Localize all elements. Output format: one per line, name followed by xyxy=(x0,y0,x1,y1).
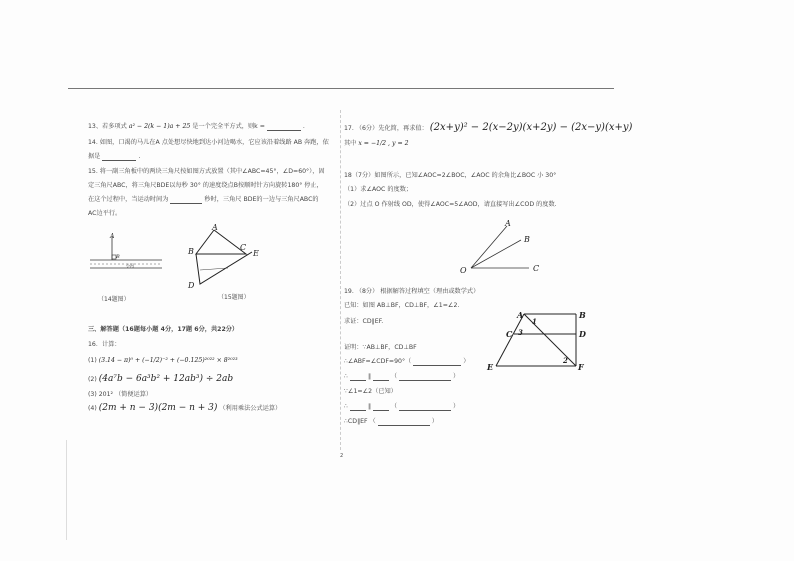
q17-cond-values: x = −1/2 , y = 2 xyxy=(358,140,409,147)
fig18-label-a: A xyxy=(505,219,511,228)
q19-step2-close: ） xyxy=(453,373,460,380)
q16-part-2 xyxy=(88,375,233,384)
q19-head: 19. （8分） 根据解答过程填空（理由或数学式） xyxy=(344,288,480,295)
q15-line3-end: 秒时，三角尺 BDE的一边与三角尺ABC的 xyxy=(204,196,319,203)
q16-4-note: （利用乘法公式运算） xyxy=(219,405,282,412)
q19-step2-parallel: ∥ xyxy=(367,373,371,380)
q18-line1: 18（7分）如图所示，已知∠AOC=2∠BOC，∠AOC 的余角比∠BOC 小 30° xyxy=(344,172,557,179)
fig18-label-c: C xyxy=(533,264,540,273)
figure-19 xyxy=(484,308,594,374)
q16-3-label: (3) xyxy=(88,391,97,398)
q19-step1-text: ∴∠ABF=∠CDF=90°（ xyxy=(344,358,412,365)
q17-condition xyxy=(344,140,409,148)
q18-line2: （1）求∠AOC 的度数； xyxy=(344,186,413,193)
q19-step-5 xyxy=(344,418,438,426)
q19-step4-line1-blank[interactable] xyxy=(350,410,366,411)
fig18-ray-ob xyxy=(471,240,521,268)
fig19-label-f: F xyxy=(578,362,584,372)
q19-step5-reason-blank[interactable] xyxy=(378,425,430,426)
q18-line3: （2）过点 O 作射线 OD，使得∠AOC=5∠AOD，请直接写出∠COD 的度数. xyxy=(344,201,557,208)
q19-step2-therefore: ∴ xyxy=(344,373,348,380)
q14-answer-blank[interactable] xyxy=(102,160,136,161)
q16-part-1 xyxy=(88,357,238,365)
fig15-caption: （15题图） xyxy=(218,294,250,301)
q19-step4-line2-blank[interactable] xyxy=(373,410,389,411)
q19-step2-line1-blank[interactable] xyxy=(350,380,366,381)
q16-part-4 xyxy=(88,404,281,413)
fig18-label-b: B xyxy=(524,235,530,244)
q19-step2-line2-blank[interactable] xyxy=(373,380,389,381)
page-number: 2 xyxy=(340,453,344,459)
q16-2-expression: (4a⁷b − 6a³b² + 12ab³) ÷ 2ab xyxy=(98,374,234,384)
q19-proof-start: 证明：∵AB⊥BF，CD⊥BF xyxy=(344,344,417,351)
q19-step2-reason-blank[interactable] xyxy=(399,380,451,381)
q14-label: 据是 xyxy=(88,153,101,160)
fig14-caption: （14题图） xyxy=(98,296,130,303)
q16-4-expression: (2m + n − 3)(2m − n + 3) xyxy=(98,403,218,413)
q15-answer-blank[interactable] xyxy=(170,203,202,204)
q17-cond-prefix: 其中 xyxy=(344,140,357,147)
figure-15 xyxy=(184,222,268,294)
q16-2-label: (2) xyxy=(88,376,97,383)
fig19-label-a: A xyxy=(517,310,524,320)
q14-line2 xyxy=(88,153,140,161)
q19-given: 已知：如图 AB⊥BF，CD⊥BF，∠1=∠2. xyxy=(344,302,460,309)
q15-line4: AC边平行。 xyxy=(88,210,122,217)
fig19-angle-1: 1 xyxy=(532,317,537,326)
fig14-river-label: 小河 xyxy=(126,263,134,268)
q17-head: 17. （6分）先化简，再求值： xyxy=(344,125,428,132)
fig15-label-d: D xyxy=(188,281,195,290)
q13-expression: a² − 2(k − 1)a + 25 xyxy=(128,123,191,130)
q16-1-label: (1) xyxy=(88,357,97,364)
fig15-label-b: B xyxy=(188,247,194,256)
figure-18 xyxy=(455,214,555,276)
q19-step4-therefore: ∴ xyxy=(344,403,348,410)
fig19-angle-2: 2 xyxy=(563,356,568,365)
fig15-label-e: E xyxy=(253,249,259,258)
fig15-label-c: C xyxy=(240,243,247,252)
q14-end: . xyxy=(138,153,141,160)
left-edge-shadow xyxy=(66,440,67,540)
q19-step4-reason-blank[interactable] xyxy=(399,410,451,411)
fig19-label-e: E xyxy=(487,362,494,372)
q19-step5-close: ） xyxy=(431,418,438,425)
fig19-angle-3: 3 xyxy=(518,328,523,337)
q13-end: . xyxy=(302,123,305,130)
q15-line3 xyxy=(88,196,319,204)
q17-expression: (2x+y)² − 2(x−2y)(x+2y) − (2x−y)(x+y) xyxy=(429,122,633,133)
q19-step4-close: ） xyxy=(453,403,460,410)
q19-prove: 求证：CD∥EF. xyxy=(344,318,384,325)
question-17 xyxy=(344,124,632,133)
q16-3-expression: 201² xyxy=(98,391,114,398)
fig15-label-a: A xyxy=(212,223,218,232)
q15-line2: 定三角尺ABC，将三角尺BDE以每秒 30° 的速度绕点B按顺时针方向旋转180° 停止， xyxy=(88,182,323,189)
q19-step1-reason-blank[interactable] xyxy=(413,365,461,366)
fig15-triangle-abc xyxy=(196,230,246,254)
q16-title: 16．计算： xyxy=(88,341,121,348)
q19-step-1 xyxy=(344,358,469,366)
fig14-point-a: A xyxy=(110,233,115,240)
q16-part-3 xyxy=(88,391,152,399)
q19-step4-open: （ xyxy=(390,403,398,410)
q19-step-3: ∵∠1=∠2（已知） xyxy=(344,388,397,395)
q19-step2-open: （ xyxy=(390,373,398,380)
q19-step1-close: ） xyxy=(463,358,470,365)
question-13 xyxy=(88,123,305,131)
fig19-label-b: B xyxy=(579,310,586,320)
q19-step4-parallel: ∥ xyxy=(367,403,371,410)
q16-3-note: （简便运算） xyxy=(115,391,153,398)
figure-14 xyxy=(86,230,172,274)
fig19-label-d: D xyxy=(579,329,586,339)
q19-step-2 xyxy=(344,373,459,381)
header-rule xyxy=(68,88,614,89)
q15-line3-start: 在这个过程中，当运动时间为 xyxy=(88,196,169,203)
column-divider xyxy=(340,110,342,450)
q14-line1: 14. 如图，口渴的马儿在A 点处想尽快地到达小河边喝水，它应该沿着线路 AB 奔跑，依 xyxy=(88,139,329,146)
q13-suffix: 是一个完全平方式，则k = xyxy=(192,123,265,130)
q16-1-expression: (3.14 − π)⁰ + (−1/2)⁻² + (−0.125)²⁰²² × 8²⁰²³ xyxy=(98,357,238,364)
q16-4-label: (4) xyxy=(88,405,97,412)
fig18-label-o: O xyxy=(460,266,467,275)
q15-line1: 15. 将一副三角板中的两块三角尺按如图方式放置（其中∠ABC=45°，∠D=60°），固 xyxy=(88,168,325,175)
q13-prefix: 13、若多项式 xyxy=(88,123,127,130)
fig19-line-ae xyxy=(496,314,524,366)
fig14-point-b: B xyxy=(116,254,120,260)
section-3-heading: 三、解答题（16题每小题 4分，17题 6分，共22分） xyxy=(88,326,239,333)
q19-step5-text: ∴CD∥EF （ xyxy=(344,418,376,425)
q19-step-4 xyxy=(344,403,459,411)
fig19-label-c: C xyxy=(506,329,513,339)
fig18-ray-oa xyxy=(471,226,507,268)
q13-answer-blank[interactable] xyxy=(267,130,301,131)
